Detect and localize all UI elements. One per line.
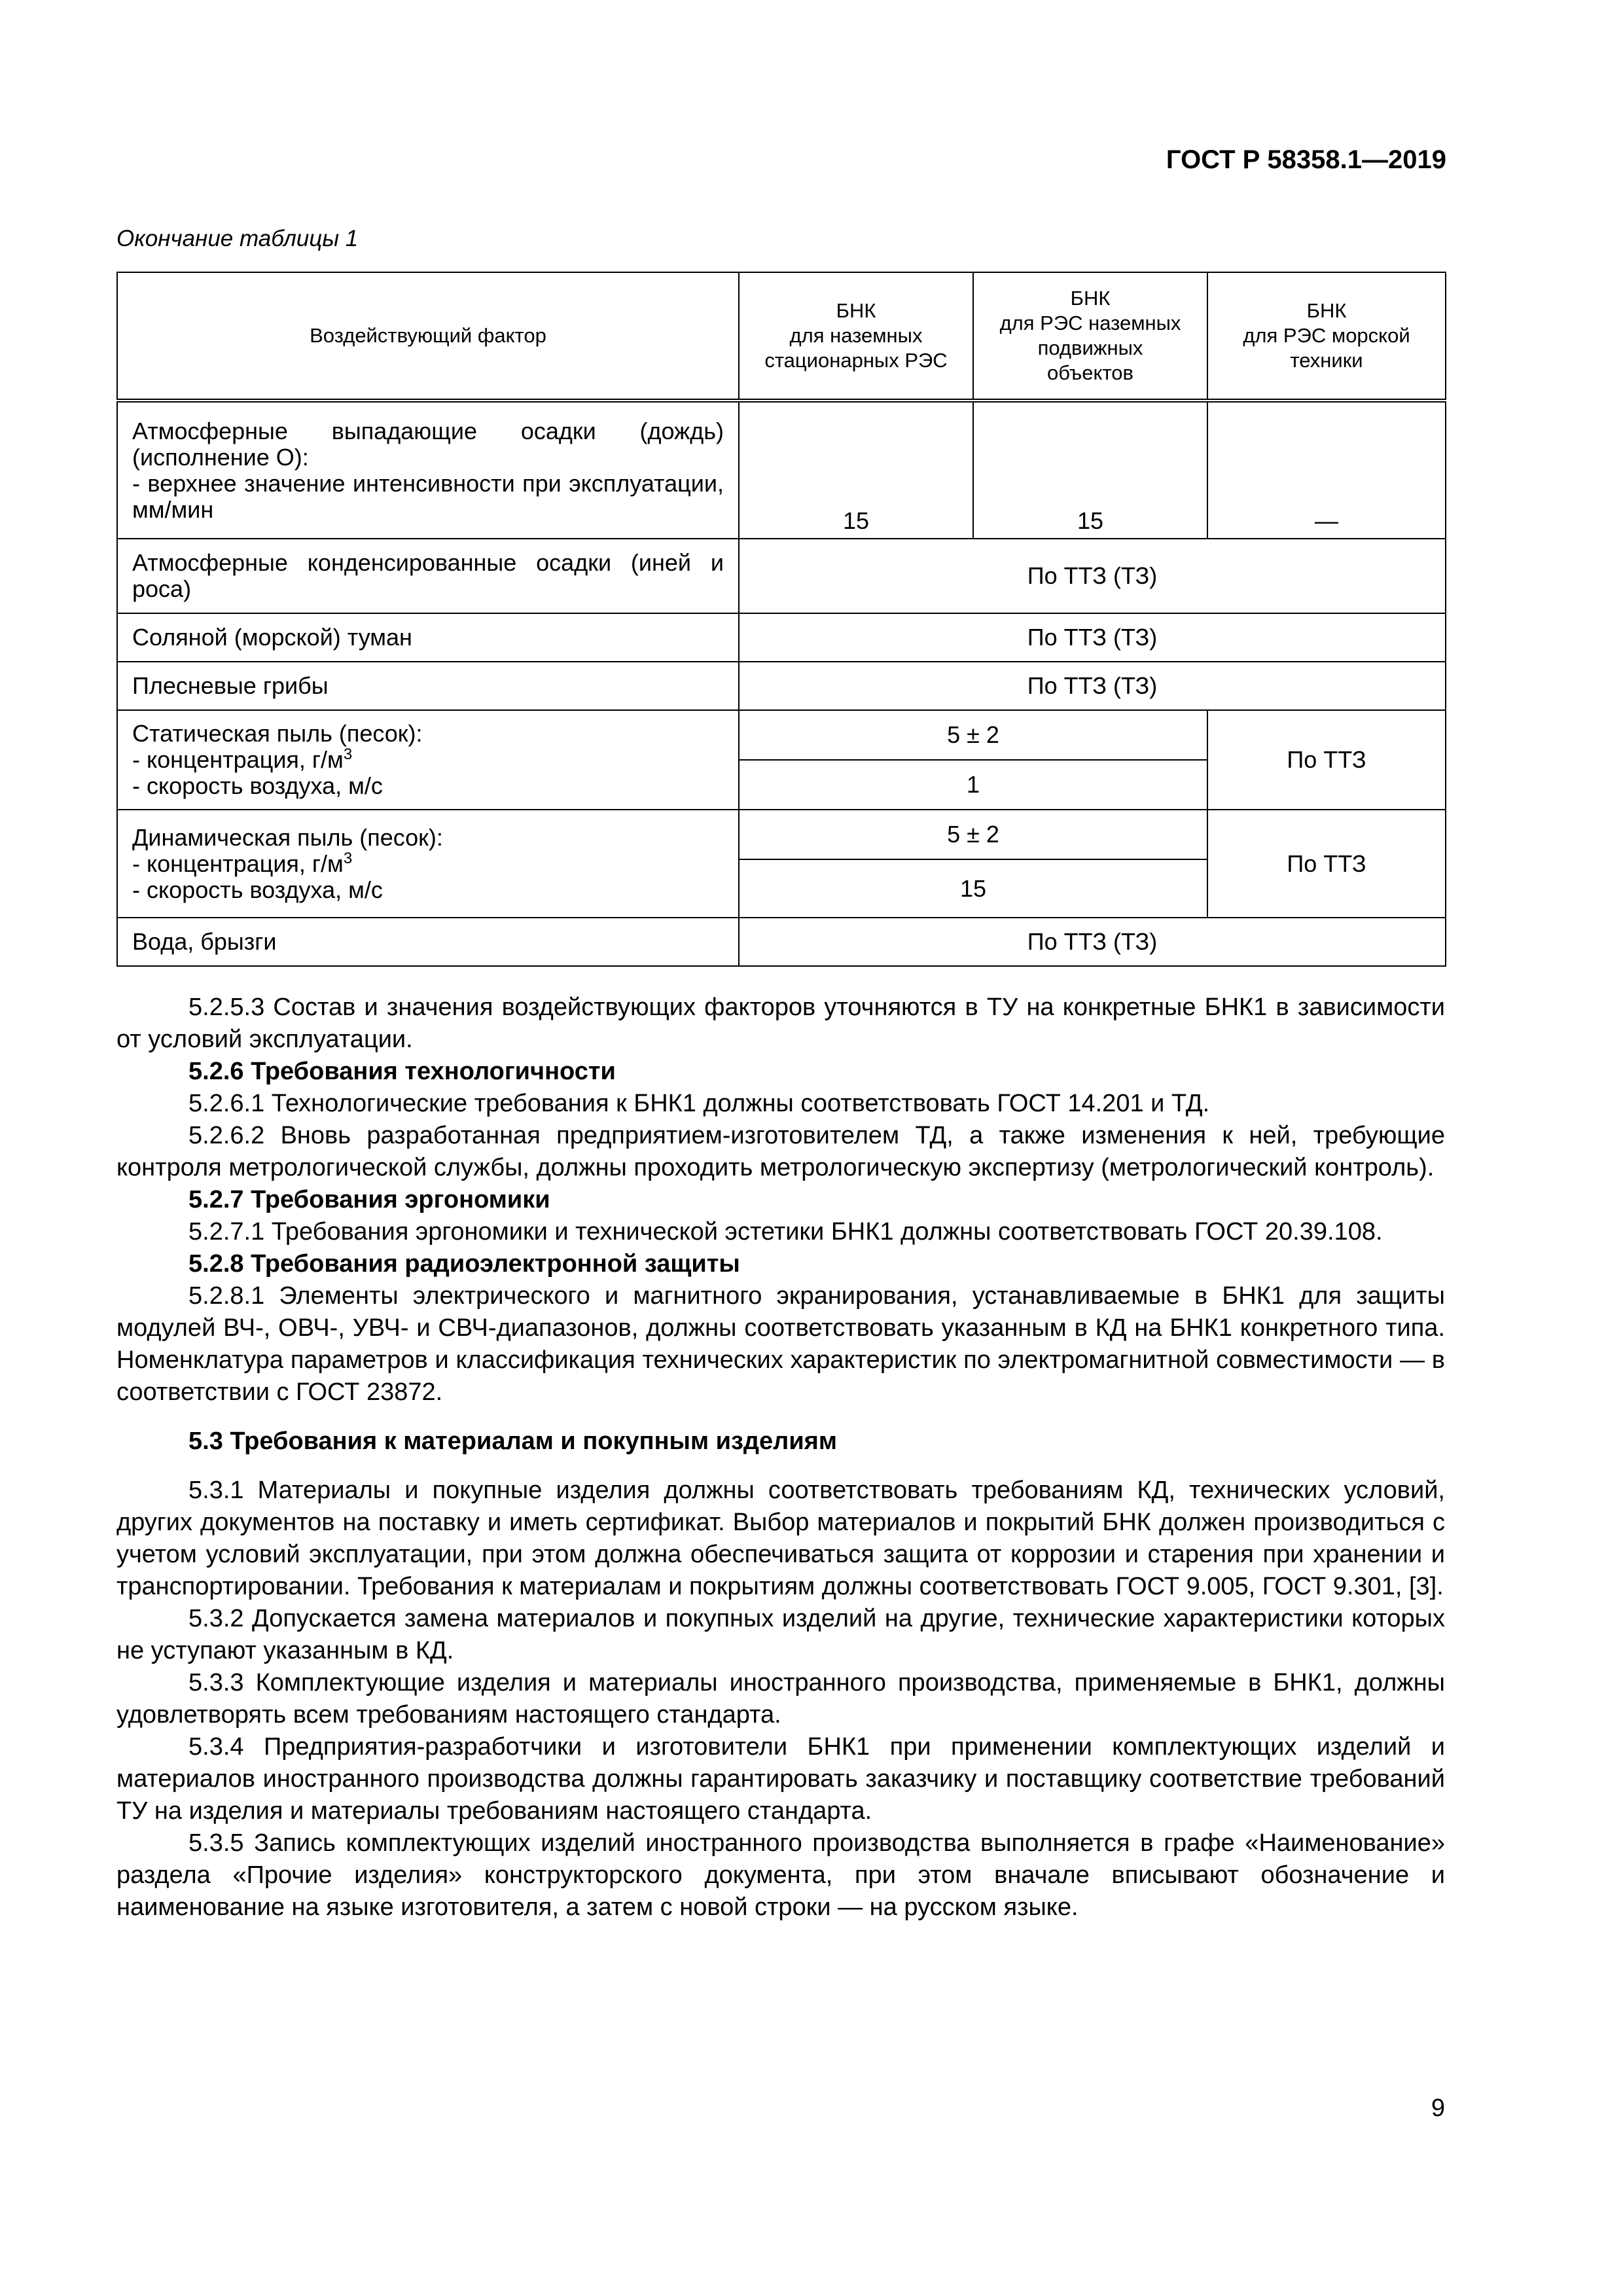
heading-527: 5.2.7 Требования эргономики <box>188 1186 550 1213</box>
row-label-condensed: Атмосферные конденсированные осадки (иней и роса) <box>117 539 739 613</box>
paragraph-532: 5.3.2 Допускается замена материалов и покупных изделий на другие, технические характеристики которых не уступают указанным в КД. <box>116 1605 1445 1664</box>
paragraph-5253: 5.2.5.3 Состав и значения воздействующих факторов уточняются в ТУ на конкретные БНК1 в зависимости от условий эксплуатации. <box>116 994 1445 1053</box>
cell-dynamic-dust-speed: 15 <box>739 859 1207 918</box>
cell-rain-col3: — <box>1207 401 1446 539</box>
paragraph-5271: 5.2.7.1 Требования эргономики и технической эстетики БНК1 должны соответствовать ГОСТ 20.39.108. <box>188 1218 1383 1246</box>
factors-table <box>116 272 1446 967</box>
paragraph-5261: 5.2.6.1 Технологические требования к БНК1 должны соответствовать ГОСТ 14.201 и ТД. <box>188 1090 1210 1117</box>
table-row <box>117 810 1446 859</box>
paragraph-533: 5.3.3 Комплектующие изделия и материалы иностранного производства, применяемые в БНК1, должны удовлетворять всем требованиям настоящего стандарта. <box>116 1669 1445 1729</box>
table-row <box>117 401 1446 539</box>
row-label-salt: Соляной (морской) туман <box>117 613 739 662</box>
cell-dynamic-dust-marine: По ТТЗ <box>1207 810 1446 918</box>
paragraph-535: 5.3.5 Запись комплектующих изделий иностранного производства выполняется в графе «Наименование» раздела «Прочие изделия» конструкторского документа, при этом вначале вписывают обозначение и наименование на языке изготовителя, а затем с новой строки — на русском языке. <box>116 1829 1445 1921</box>
header-factor: Воздействующий фактор <box>117 272 739 401</box>
heading-53: 5.3 Требования к материалам и покупным изделиям <box>188 1427 837 1455</box>
page-number: 9 <box>1431 2094 1445 2122</box>
document-id: ГОСТ Р 58358.1—2019 <box>1166 145 1446 174</box>
paragraph-531: 5.3.1 Материалы и покупные изделия должны соответствовать требованиям КД, технических условий, других документов на поставку и иметь сертификат. Выбор материалов и покрытий БНК должен производиться с учетом условий эксплуатации, при этом должна обеспечиваться защита от коррозии и старения при хранении и транспортировании. Требования к материалам и покрытиям должны соответствовать ГОСТ 9.005, ГОСТ 9.301, [3]. <box>116 1477 1445 1600</box>
table-row <box>117 918 1446 966</box>
cell-water-value: По ТТЗ (ТЗ) <box>739 918 1446 966</box>
row-label-water: Вода, брызги <box>117 918 739 966</box>
cell-salt-value: По ТТЗ (ТЗ) <box>739 613 1446 662</box>
row-label-static-dust: Статическая пыль (песок): - концентрация, $г/м^3$ - скорость воздуха, м/с <box>117 710 739 810</box>
header-col-ground-stationary: БНК для наземных стационарных РЭС <box>739 272 973 401</box>
row-label-dynamic-dust: Динамическая пыль (песок): - концентрация, $г/м^3$ - скорость воздуха, м/с <box>117 810 739 918</box>
cell-static-dust-marine: По ТТЗ <box>1207 710 1446 810</box>
heading-528: 5.2.8 Требования радиоэлектронной защиты <box>188 1250 740 1278</box>
cell-static-dust-speed: 1 <box>739 760 1207 810</box>
table-row <box>117 613 1446 662</box>
header-col-marine: БНК для РЭС морской техники <box>1207 272 1446 401</box>
cell-mold-value: По ТТЗ (ТЗ) <box>739 662 1446 710</box>
cell-rain-col2: 15 <box>973 401 1207 539</box>
body-text <box>116 992 1445 1924</box>
table-caption: Окончание таблицы 1 <box>116 226 359 251</box>
row-label-rain: Атмосферные выпадающие осадки (дождь) (исполнение О): - верхнее значение интенсивности при эксплуатации, мм/мин <box>117 401 739 539</box>
cell-static-dust-conc: 5 ± 2 <box>739 710 1207 760</box>
cell-condensed-value: По ТТЗ (ТЗ) <box>739 539 1446 613</box>
table-row <box>117 662 1446 710</box>
cell-dynamic-dust-conc: 5 ± 2 <box>739 810 1207 859</box>
heading-526: 5.2.6 Требования технологичности <box>188 1058 616 1085</box>
table-row <box>117 710 1446 760</box>
paragraph-534: 5.3.4 Предприятия-разработчики и изготовители БНК1 при применении комплектующих изделий и материалов иностранного производства должны гарантировать заказчику и поставщику соответствие требований ТУ на изделия и материалы требованиям настоящего стандарта. <box>116 1733 1445 1825</box>
cell-rain-col1: 15 <box>739 401 973 539</box>
header-col-ground-mobile: БНК для РЭС наземных подвижных объектов <box>973 272 1207 401</box>
paragraph-5281: 5.2.8.1 Элементы электрического и магнитного экранирования, устанавливаемые в БНК1 для защиты модулей ВЧ-, ОВЧ-, УВЧ- и СВЧ-диапазонов, должны соответствовать указанным в КД на БНК1 конкретного типа. Номенклатура параметров и классификация технических характеристик по электромагнитной совместимости — в соответствии с ГОСТ 23872. <box>116 1282 1445 1406</box>
paragraph-5262: 5.2.6.2 Вновь разработанная предприятием-изготовителем ТД, а также изменения к ней, требующие контроля метрологической службы, должны проходить метрологическую экспертизу (метрологический контроль). <box>116 1122 1445 1181</box>
table-header-row <box>117 272 1446 401</box>
table-row <box>117 539 1446 613</box>
row-label-mold: Плесневые грибы <box>117 662 739 710</box>
